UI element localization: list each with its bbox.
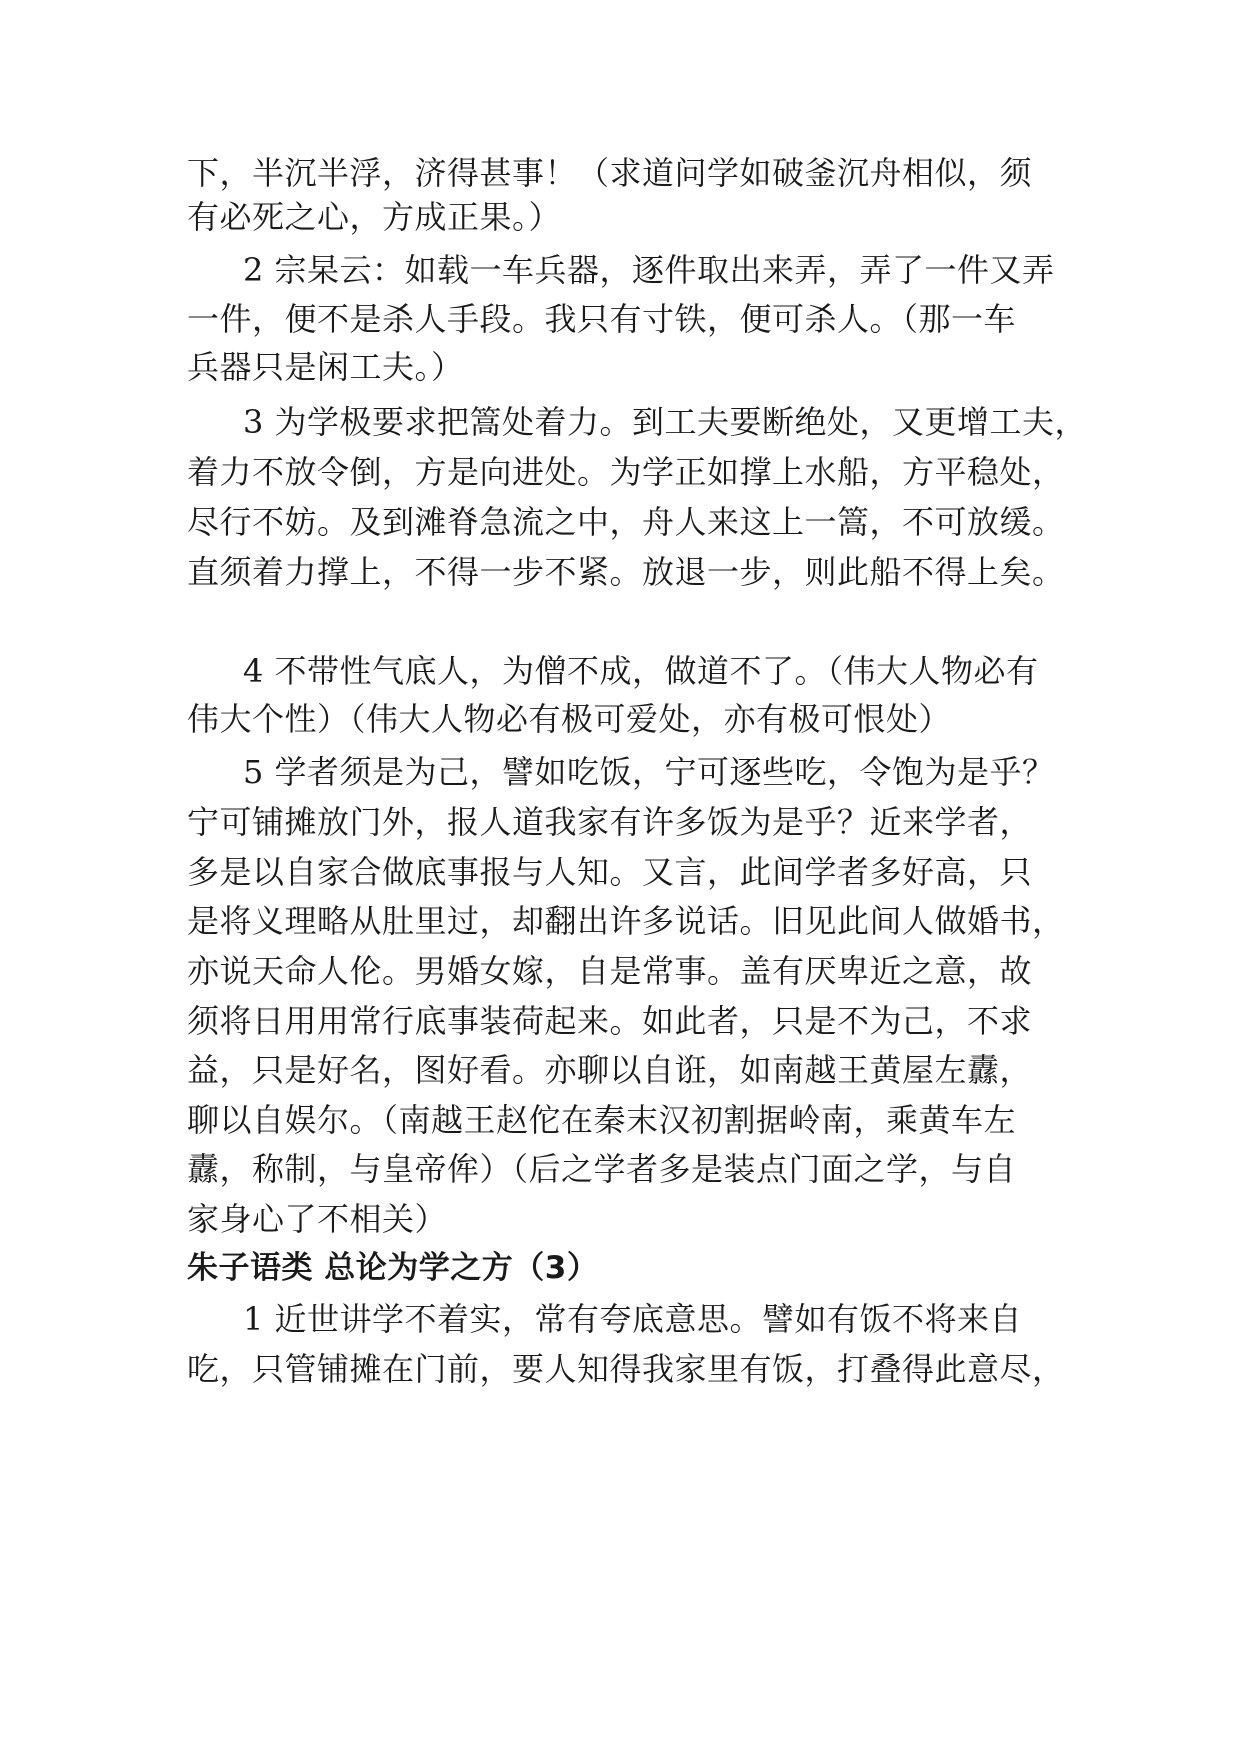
text-line: 聊以自娱尔。（南越王赵佗在秦末汉初割据岭南，乘黄车左 bbox=[187, 1101, 1017, 1139]
text-line: 多是以自家合做底事报与人知。又言，此间学者多好高，只 bbox=[187, 853, 1033, 891]
text-line: 须将日用用常行底事装荷起来。如此者，只是不为己，不求 bbox=[187, 1002, 1033, 1040]
text-line: 宁可铺摊放门外，报人道我家有许多饭为是乎？近来学者， bbox=[187, 803, 1033, 841]
text-line: 下，半沉半浮，济得甚事！（求道问学如破釜沉舟相似，须 bbox=[187, 154, 1033, 192]
text-line: 着力不放令倒，方是向进处。为学正如撑上水船，方平稳处， bbox=[187, 453, 1065, 491]
paragraph-5-start: 5 学者须是为己，譬如吃饭，宁可逐些吃，令饱为是乎？ bbox=[243, 753, 1055, 791]
text-line: 有必死之心，方成正果。） bbox=[187, 198, 562, 236]
paragraph-4-start: 4 不带性气底人，为僧不成，做道不了。（伟大人物必有 bbox=[243, 652, 1039, 690]
text-line: 益，只是好名，图好看。亦聊以自诳，如南越王黄屋左纛， bbox=[187, 1051, 1033, 1089]
paragraph-1-start: 1 近世讲学不着实，常有夸底意思。譬如有饭不将来自 bbox=[243, 1300, 1023, 1338]
text-line: 伟大个性）（伟大人物必有极可爱处，亦有极可恨处） bbox=[187, 700, 952, 738]
text-line: 亦说天命人伦。男婚女嫁，自是常事。盖有厌卑近之意，故 bbox=[187, 952, 1033, 990]
paragraph-3-start: 3 为学极要求把篙处着力。到工夫要断绝处，又更增工夫， bbox=[243, 403, 1088, 441]
section-heading: 朱子语类 总论为学之方（3） bbox=[187, 1250, 599, 1286]
text-line: 是将义理略从肚里过，却翻出许多说话。旧见此间人做婚书， bbox=[187, 902, 1065, 940]
paragraph-2-start: 2 宗杲云：如载一车兵器，逐件取出来弄，弄了一件又弄 bbox=[243, 251, 1055, 289]
text-line: 吃，只管铺摊在门前，要人知得我家里有饭，打叠得此意尽， bbox=[187, 1350, 1065, 1388]
text-line: 兵器只是闲工夫。） bbox=[187, 348, 464, 386]
text-line: 家身心了不相关） bbox=[187, 1200, 448, 1238]
text-line: 直须着力撑上，不得一步不紧。放退一步，则此船不得上矣。 bbox=[187, 553, 1065, 591]
text-line: 一件，便不是杀人手段。我只有寸铁，便可杀人。（那一车 bbox=[187, 300, 1017, 338]
text-line: 尽行不妨。及到滩脊急流之中，舟人来这上一篙，不可放缓。 bbox=[187, 503, 1065, 541]
text-line: 纛，称制，与皇帝侔）（后之学者多是装点门面之学，与自 bbox=[187, 1150, 1017, 1188]
